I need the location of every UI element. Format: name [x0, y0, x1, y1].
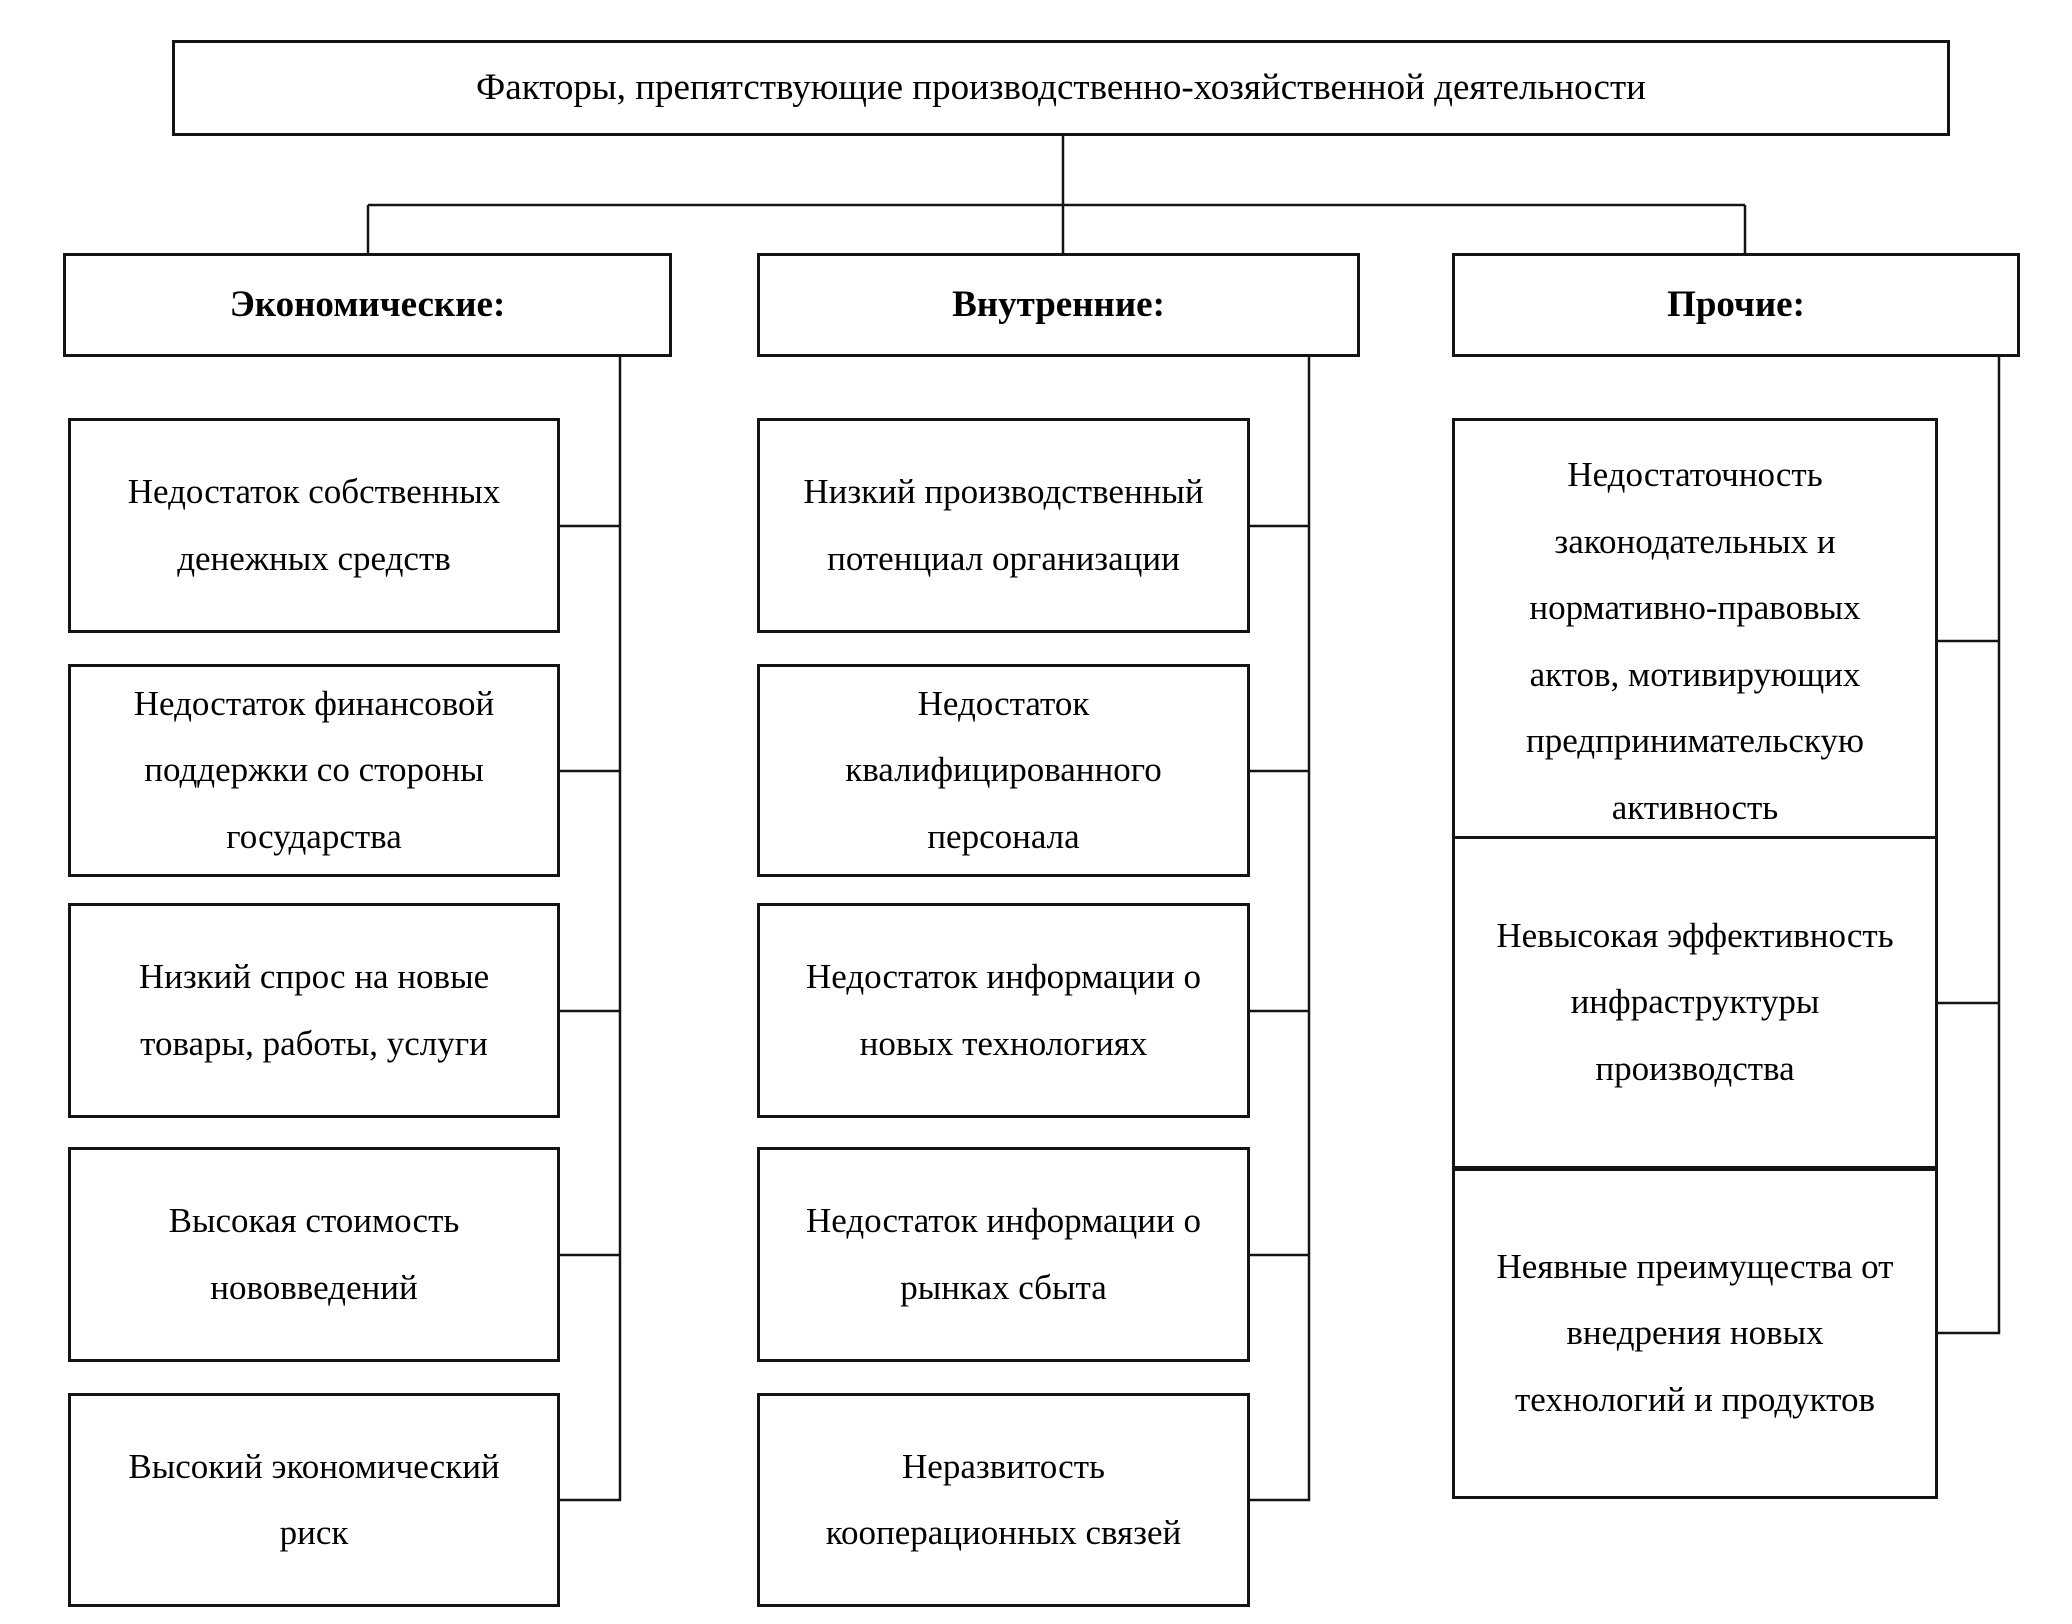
factor-box-high-innovation-cost: Высокая стоимость нововведений [68, 1147, 560, 1362]
factor-box-low-production-potential: Низкий производственный потенциал организации [757, 418, 1250, 633]
factor-box-own-funds-shortage: Недостаток собственных денежных средств [68, 418, 560, 633]
factor-box-low-demand: Низкий спрос на новые товары, работы, услуги [68, 903, 560, 1118]
factor-box-insufficient-legislation: Недостаточность законодательных и нормативно-правовых актов, мотивирующих предпринимательскую активность [1452, 418, 1938, 865]
column-header-other: Прочие: [1452, 253, 2020, 357]
diagram-title: Факторы, препятствующие производственно-хозяйственной деятельности [172, 40, 1950, 136]
column1-spine-connector [560, 357, 620, 1500]
factor-box-state-support-shortage: Недостаток финансовой поддержки со стороны государства [68, 664, 560, 877]
column-header-internal: Внутренние: [757, 253, 1360, 357]
column3-spine-connector [1938, 357, 1999, 1333]
top-distribution-connector [368, 136, 1745, 253]
factor-box-high-economic-risk: Высокий экономический риск [68, 1393, 560, 1607]
column-header-economic: Экономические: [63, 253, 672, 357]
column2-spine-connector [1250, 357, 1309, 1500]
factor-box-undeveloped-cooperation: Неразвитость кооперационных связей [757, 1393, 1250, 1607]
factor-box-implicit-advantages: Неявные преимущества от внедрения новых технологий и продуктов [1452, 1168, 1938, 1499]
factor-box-new-tech-info-shortage: Недостаток информации о новых технологиях [757, 903, 1250, 1118]
factor-box-market-info-shortage: Недостаток информации о рынках сбыта [757, 1147, 1250, 1362]
factor-box-qualified-staff-shortage: Недостаток квалифицированного персонала [757, 664, 1250, 877]
factor-box-low-infrastructure-efficiency: Невысокая эффективность инфраструктуры производства [1452, 836, 1938, 1169]
